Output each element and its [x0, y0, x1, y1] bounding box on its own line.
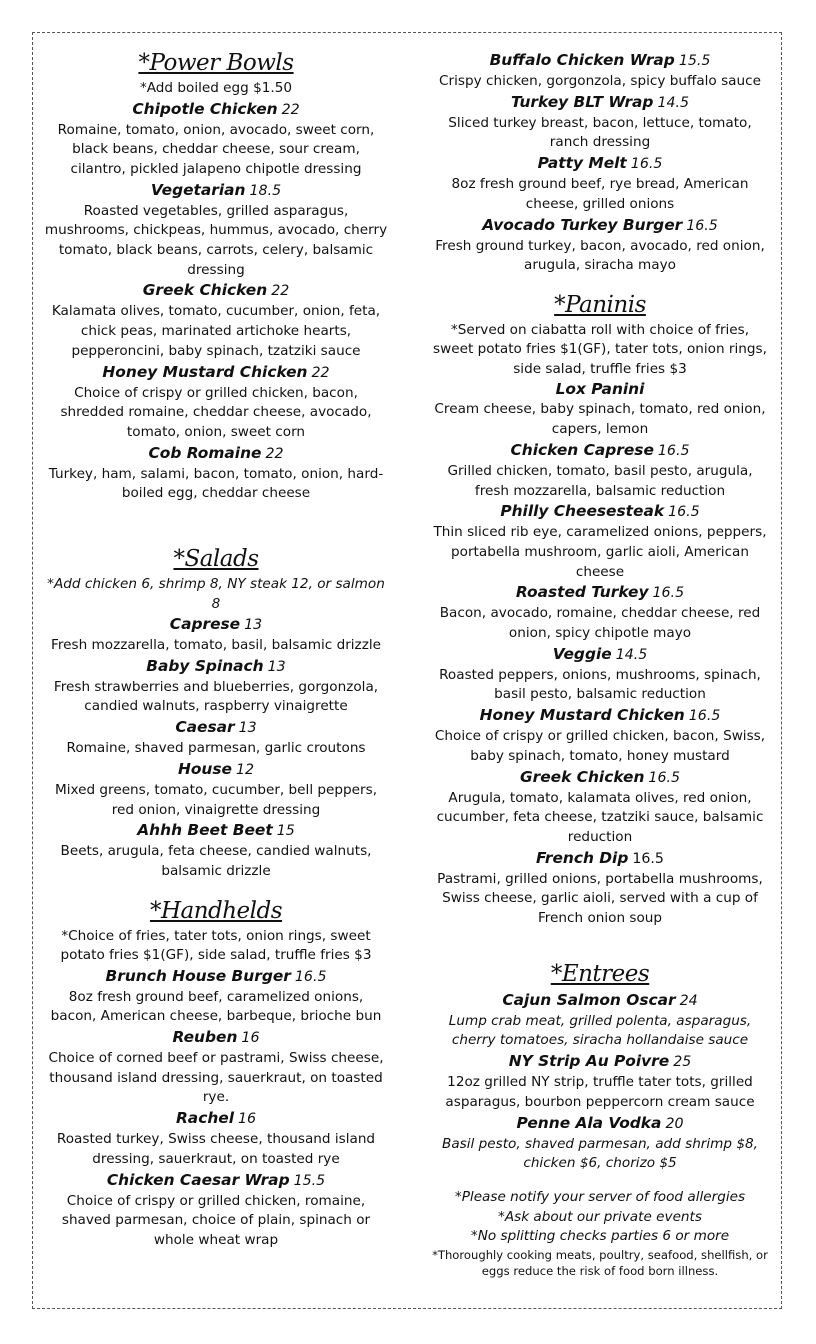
menu-item-desc: Thin sliced rib eye, caramelized onions, peppers, portabella mushroom, garlic aioli, American cheese: [433, 524, 767, 580]
menu-item-price: 16: [237, 1111, 257, 1128]
menu-item-name: Honey Mustard Chicken 22: [102, 362, 330, 381]
menu-footer: [430, 1188, 770, 1279]
section-title: *Handhelds: [149, 897, 283, 924]
section-note: *Add chicken 6, shrimp 8, NY steak 12, or salmon 8: [47, 576, 385, 612]
menu-item-price: 12: [235, 761, 255, 778]
menu-item-name: Cob Romaine 22: [148, 443, 284, 462]
menu-item-price: 16.5: [688, 708, 721, 725]
menu-item-price: 16.5: [657, 442, 690, 459]
menu-item-price: 22: [311, 364, 330, 381]
section-note: *Add boiled egg $1.50: [139, 80, 293, 96]
menu-item-name: Turkey BLT Wrap 14.5: [510, 92, 690, 111]
section-title: *Paninis: [554, 291, 646, 318]
menu-item-name: Greek Chicken 22: [142, 281, 290, 300]
menu-item-name: Honey Mustard Chicken 16.5: [479, 706, 721, 725]
menu-item-desc: Arugula, tomato, kalamata olives, red onion, cucumber, feta cheese, tzatziki sauce, balsamic reduction: [436, 789, 764, 845]
menu-right-column: [430, 50, 770, 1279]
menu-item-name: Patty Melt 16.5: [537, 154, 663, 173]
section-note: *Choice of fries, tater tots, onion rings, sweet potato fries $1(GF), side salad, truffle fries $3: [60, 927, 372, 964]
menu-item-price: 16.5: [632, 850, 664, 867]
section-handhelds: [44, 896, 388, 1251]
menu-item-desc: Romaine, tomato, onion, avocado, sweet corn, black beans, cheddar cheese, sour cream, cilantro, pickled jalapeno chipotle dressing: [57, 121, 375, 177]
menu-item-price: 13: [267, 658, 286, 675]
footer-note: *Ask about our private events: [498, 1208, 702, 1225]
menu-item-price: 15: [276, 823, 295, 840]
menu-item-name: Rachel 16: [175, 1109, 257, 1128]
menu-item-desc: Crispy chicken, gorgonzola, spicy buffalo sauce: [439, 73, 761, 89]
menu-item-name: Caesar 13: [175, 718, 257, 737]
menu-left-column: [44, 48, 388, 1251]
menu-item-name: Vegetarian 18.5: [150, 180, 282, 199]
menu-item-desc: Cream cheese, baby spinach, tomato, red onion, capers, lemon: [434, 401, 766, 438]
menu-item-price: 15.5: [293, 1172, 326, 1189]
menu-item-desc: Roasted vegetables, grilled asparagus, mushrooms, chickpeas, hummus, avocado, cherry tomato, black beans, carrots, celery, balsamic dressing: [44, 202, 388, 278]
menu-item-desc: Kalamata olives, tomato, cucumber, onion, feta, chick peas, marinated artichoke hearts, pepperoncini, baby spinach, tzatziki sauce: [51, 303, 381, 359]
menu-item-name: Lox Panini: [555, 380, 645, 399]
menu-item-price: 16.5: [686, 217, 718, 234]
menu-item-name: Penne Ala Vodka 20: [516, 1113, 684, 1132]
menu-item-name: Philly Cheesesteak 16.5: [500, 502, 700, 521]
menu-item-desc: Turkey, ham, salami, bacon, tomato, onion, hard-boiled egg, cheddar cheese: [48, 465, 384, 502]
section-entrees: [430, 959, 770, 1174]
menu-item-price: 15.5: [678, 53, 711, 69]
menu-item-name: NY Strip Au Poivre 25: [508, 1052, 692, 1071]
menu-item-price: 16.5: [294, 968, 327, 985]
menu-item-price: 16.5: [652, 585, 685, 602]
section-power-bowls: [44, 48, 388, 504]
section-paninis: [430, 290, 770, 929]
menu-item-name: Brunch House Burger 16.5: [105, 966, 327, 985]
section-title: *Salads: [173, 546, 259, 573]
menu-item-price: 22: [265, 445, 284, 462]
menu-item-name: Roasted Turkey 16.5: [515, 583, 685, 602]
section-title: *Power Bowls: [138, 50, 294, 76]
menu-item-desc: Fresh mozzarella, tomato, basil, balsamic drizzle: [51, 637, 381, 654]
menu-item-price: 22: [281, 101, 300, 118]
menu-item-price: 22: [271, 283, 290, 300]
menu-item-price: 16.5: [630, 156, 663, 173]
menu-item-price: 16.5: [648, 769, 681, 786]
menu-item-name: Chicken Caprese 16.5: [510, 440, 690, 459]
menu-item-name: Caprese 13: [169, 615, 263, 634]
menu-item-price: 25: [673, 1054, 692, 1071]
menu-item-desc: Grilled chicken, tomato, basil pesto, arugula, fresh mozzarella, balsamic reduction: [447, 462, 753, 499]
menu-item-price: 13: [244, 617, 263, 634]
menu-item-name: Reuben 16: [172, 1028, 260, 1047]
menu-item-name: House 12: [177, 759, 255, 778]
menu-item-desc: Pastrami, grilled onions, portabella mushrooms, Swiss cheese, garlic aioli, served with a cup of French onion soup: [437, 870, 763, 927]
menu-item-desc: Choice of crispy or grilled chicken, bacon, shredded romaine, cheddar cheese, avocado, tomato, onion, sweet corn: [60, 384, 372, 440]
menu-item-desc: 8oz fresh ground beef, rye bread, American cheese, grilled onions: [451, 176, 749, 212]
menu-item-price: 16: [241, 1030, 260, 1047]
menu-item-desc: Basil pesto, shaved parmesan, add shrimp $8, chicken $6, chorizo $5: [442, 1135, 758, 1172]
menu-item-desc: Sliced turkey breast, bacon, lettuce, tomato, ranch dressing: [448, 114, 752, 151]
menu-item-price: 14.5: [615, 646, 648, 663]
menu-item-desc: Choice of crispy or grilled chicken, romaine, shaved parmesan, choice of plain, spinach or whole wheat wrap: [61, 1192, 371, 1248]
menu-item-name: Buffalo Chicken Wrap 15.5: [489, 51, 711, 69]
section-note: *Served on ciabatta roll with choice of fries, sweet potato fries $1(GF), tater tots, onion rings, side salad, truffle fries $3: [433, 321, 767, 377]
menu-item-desc: Mixed greens, tomato, cucumber, bell peppers, red onion, vinaigrette dressing: [54, 781, 378, 818]
menu-item-desc: Choice of crispy or grilled chicken, bacon, Swiss, baby spinach, tomato, honey mustard: [434, 728, 766, 764]
menu-item-desc: Beets, arugula, feta cheese, candied walnuts, balsamic drizzle: [60, 843, 372, 879]
menu-item-desc: Roasted turkey, Swiss cheese, thousand island dressing, sauerkraut, on toasted rye: [56, 1131, 376, 1167]
menu-item-price: 13: [238, 720, 257, 737]
menu-item-desc: Fresh strawberries and blueberries, gorgonzola, candied walnuts, raspberry vinaigrette: [53, 678, 379, 715]
menu-item-desc: 8oz fresh ground beef, caramelized onions, bacon, American cheese, barbeque, brioche bun: [50, 988, 382, 1025]
menu-item-name: Greek Chicken 16.5: [519, 767, 681, 786]
menu-item-name: Avocado Turkey Burger 16.5: [482, 215, 718, 234]
menu-item-desc: Bacon, avocado, romaine, cheddar cheese, red onion, spicy chipotle mayo: [439, 605, 761, 642]
footer-note: *Please notify your server of food allergies: [454, 1189, 746, 1205]
menu-item-price: 24: [679, 992, 698, 1009]
menu-item-price: 16.5: [668, 504, 700, 521]
menu-item-desc: Lump crab meat, grilled polenta, asparagus, cherry tomatoes, siracha hollandaise sauce: [448, 1012, 752, 1049]
section-title: *Entrees: [550, 960, 650, 987]
menu-item-price: 18.5: [249, 182, 282, 199]
menu-item-name: Ahhh Beet Beet 15: [137, 821, 295, 840]
menu-item-price: 14.5: [657, 94, 690, 111]
menu-item-name: Chipotle Chicken 22: [132, 99, 300, 118]
section-salads: [44, 544, 388, 882]
menu-item-name: Baby Spinach 13: [146, 656, 286, 675]
menu-item-name: Veggie 14.5: [552, 644, 648, 663]
menu-item-desc: 12oz grilled NY strip, truffle tater tots, grilled asparagus, bourbon peppercorn cream sauce: [445, 1074, 755, 1110]
menu-item-name: Cajun Salmon Oscar 24: [502, 990, 698, 1009]
menu-item-desc: Fresh ground turkey, bacon, avocado, red onion, arugula, siracha mayo: [435, 237, 765, 274]
menu-item-desc: Roasted peppers, onions, mushrooms, spinach, basil pesto, balsamic reduction: [439, 666, 761, 703]
section-handhelds-continued: [430, 50, 770, 276]
menu-item-name: Chicken Caesar Wrap 15.5: [106, 1170, 326, 1189]
menu-item-name: French Dip 16.5: [536, 848, 664, 867]
menu-item-price: 20: [665, 1115, 684, 1132]
menu-item-desc: Romaine, shaved parmesan, garlic croutons: [66, 740, 366, 757]
footer-note: *No splitting checks parties 6 or more: [470, 1228, 730, 1244]
menu-item-desc: Choice of corned beef or pastrami, Swiss cheese, thousand island dressing, sauerkraut, on toasted rye.: [48, 1050, 384, 1106]
footer-disclaimer: *Thoroughly cooking meats, poultry, seafood, shellfish, or eggs reduce the risk of food born illness.: [432, 1247, 768, 1278]
